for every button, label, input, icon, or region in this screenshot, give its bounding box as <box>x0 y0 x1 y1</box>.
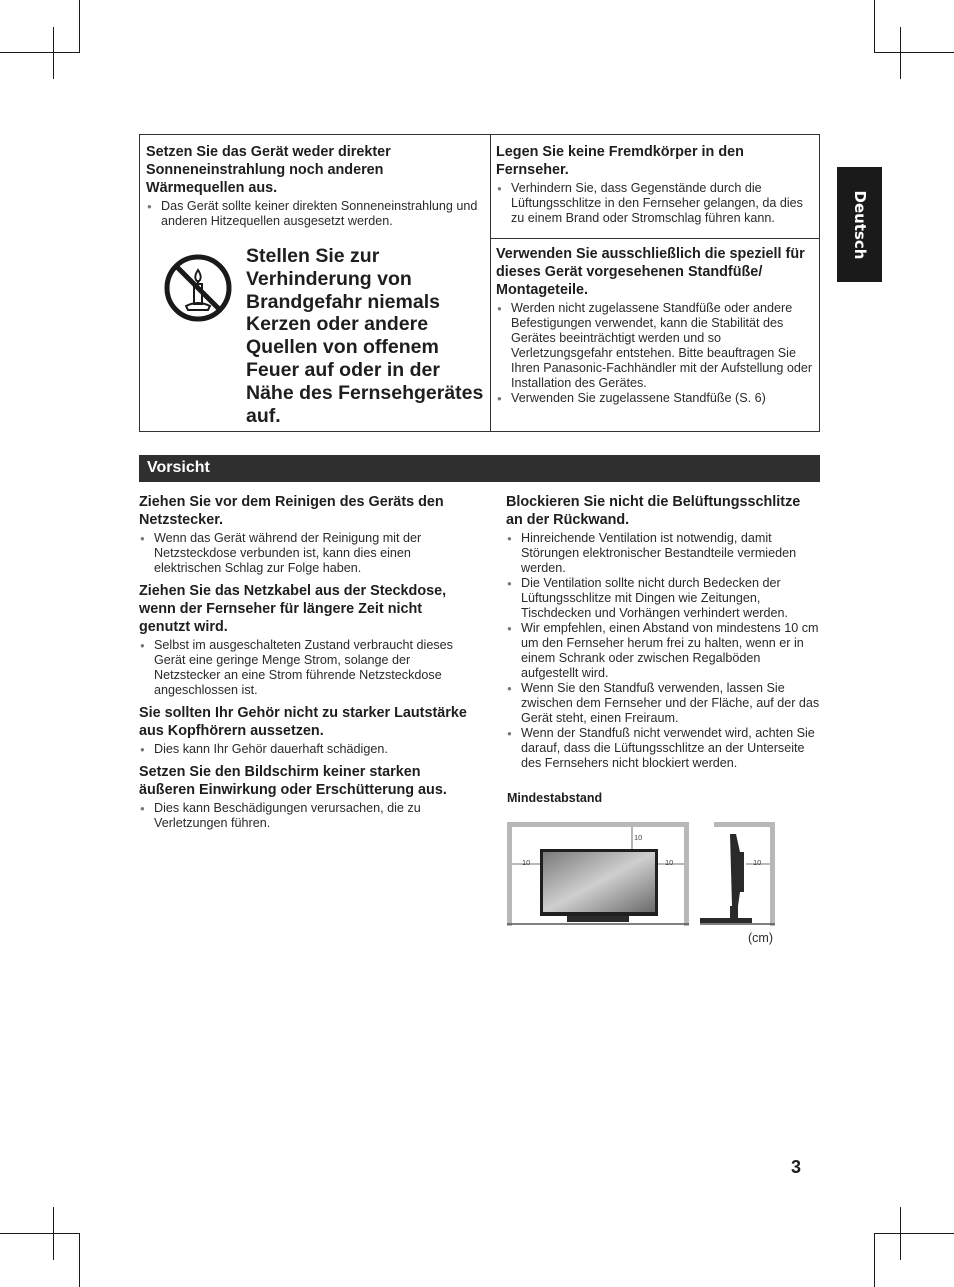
side-label: 10 <box>753 858 762 867</box>
caution-right-column <box>506 493 820 771</box>
bullet-item: ● Werden nicht zugelassene Standfüße oder andere Befestigungen verwendet, kann die Stabilität des Gerätes beeinträchtigt werden und so Verletzungsgefahr entstehen. Bitte beauftragen Sie Ihren Panasonic-Fachhändler mit der Aufstellung oder Installation des Gerätes. <box>496 301 814 391</box>
language-tab <box>837 167 882 282</box>
stand-warning <box>496 245 814 406</box>
caution-section <box>139 704 474 757</box>
no-candle-icon <box>162 252 234 324</box>
section-title-bar <box>139 455 820 482</box>
caution-bullets <box>139 801 474 831</box>
bullet-item: ● Wenn Sie den Standfuß verwenden, lassen Sie zwischen dem Fernseher und der Fläche, auf der das Gerät steht, einen Freiraum. <box>506 681 820 726</box>
caution-section <box>139 582 474 698</box>
bullet-item: ● Dies kann Beschädigungen verursachen, die zu Verletzungen führen. <box>139 801 474 831</box>
language-tab-label: Deutsch <box>850 190 869 259</box>
bullet-item: ● Verhindern Sie, dass Gegenstände durch die Lüftungsschlitze in den Fernseher gelangen, da dies zu einem Brand oder Stromschlag führen kann. <box>496 181 814 226</box>
ventilation-heading: Blockieren Sie nicht die Belüftungsschlitze an der Rückwand. <box>506 494 801 528</box>
column-divider <box>490 135 491 431</box>
crop-mark <box>874 1233 875 1287</box>
front-clearance-diagram <box>507 822 689 926</box>
sun-warning <box>146 143 481 229</box>
diagram-title: Mindestabstand <box>507 791 603 805</box>
crop-mark <box>874 52 927 53</box>
caution-heading: Ziehen Sie das Netzkabel aus der Steckdose, wenn der Fernseher für längere Zeit nicht genutzt wird. <box>139 583 447 635</box>
bullet-item: ● Hinreichende Ventilation ist notwendig, damit Störungen elektronischer Bestandteile vermieden werden. <box>506 531 820 576</box>
sun-warning-bullets <box>146 199 481 229</box>
bullet-item: ● Die Ventilation sollte nicht durch Bedecken der Lüftungsschlitze mit Dingen wie Zeitungen, Tischdecken und Vorhängen verhindert werden. <box>506 576 820 621</box>
front-left-label: 10 <box>522 858 531 867</box>
bullet-item: ● Wir empfehlen, einen Abstand von mindestens 10 cm um den Fernseher herum frei zu halten, wenn er in einem Schrank oder zwischen Regalböden aufgestellt wird. <box>506 621 820 681</box>
crop-mark <box>53 27 54 79</box>
crop-mark <box>79 0 80 53</box>
candle-warning <box>162 245 487 429</box>
caution-heading: Ziehen Sie vor dem Reinigen des Geräts den Netzstecker. <box>139 494 444 528</box>
caution-section <box>139 763 474 831</box>
warning-table <box>139 134 820 432</box>
page-number: 3 <box>791 1157 802 1177</box>
foreign-object-heading: Legen Sie keine Fremdkörper in den Fernseher. <box>496 144 744 178</box>
crop-mark <box>874 1233 927 1234</box>
row-divider <box>491 238 819 239</box>
caution-bullets <box>139 531 474 576</box>
crop-mark <box>79 1233 80 1287</box>
crop-mark <box>874 0 875 53</box>
stand-warning-heading: Verwenden Sie ausschließlich die speziell für dieses Gerät vorgesehenen Standfüße/ Montageteile. <box>496 246 805 298</box>
bullet-item: ● Wenn das Gerät während der Reinigung mit der Netzsteckdose verbunden ist, kann dies einen elektrischen Schlag zur Folge haben. <box>139 531 474 576</box>
caution-heading: Sie sollten Ihr Gehör nicht zu starker Lautstärke aus Kopfhörern aussetzen. <box>139 705 467 739</box>
caution-bullets <box>139 742 474 757</box>
sun-warning-heading: Setzen Sie das Gerät weder direkter Sonneneinstrahlung noch anderen Wärmequellen aus. <box>146 144 391 196</box>
stand-warning-bullets <box>496 301 814 406</box>
foreign-object-warning <box>496 143 814 226</box>
caution-section <box>139 493 474 576</box>
unit-label: (cm) <box>748 931 773 945</box>
bullet-item: ● Wenn der Standfuß nicht verwendet wird, achten Sie darauf, dass die Lüftungsschlitze an der Unterseite des Fernsehers nicht blockiert werden. <box>506 726 820 771</box>
crop-mark <box>27 52 80 53</box>
foreign-object-bullets <box>496 181 814 226</box>
section-title: Vorsicht <box>147 459 210 476</box>
crop-mark <box>27 1233 80 1234</box>
bullet-item: ● Selbst im ausgeschalteten Zustand verbraucht dieses Gerät eine geringe Menge Strom, solange der Netzstecker an eine Strom führende Netzsteckdose angeschlossen ist. <box>139 638 474 698</box>
side-clearance-diagram <box>700 822 775 926</box>
bullet-item: ● Das Gerät sollte keiner direkten Sonneneinstrahlung und anderen Hitzequellen ausgesetzt werden. <box>146 199 481 229</box>
front-right-label: 10 <box>665 858 674 867</box>
caution-heading: Setzen Sie den Bildschirm keiner starken äußeren Einwirkung oder Erschütterung aus. <box>139 764 447 798</box>
front-top-label: 10 <box>634 833 643 842</box>
crop-mark <box>900 27 901 79</box>
bullet-item: ● Dies kann Ihr Gehör dauerhaft schädigen. <box>139 742 474 757</box>
caution-bullets <box>139 638 474 698</box>
bullet-item: ● Verwenden Sie zugelassene Standfüße (S. 6) <box>496 391 814 406</box>
caution-left-column <box>139 493 474 837</box>
candle-warning-text: Stellen Sie zur Verhinderung von Brandgefahr niemals Kerzen oder andere Quellen von offenem Feuer auf oder in der Nähe des Fernsehgerätes auf. <box>246 245 484 427</box>
ventilation-bullets <box>506 531 820 771</box>
